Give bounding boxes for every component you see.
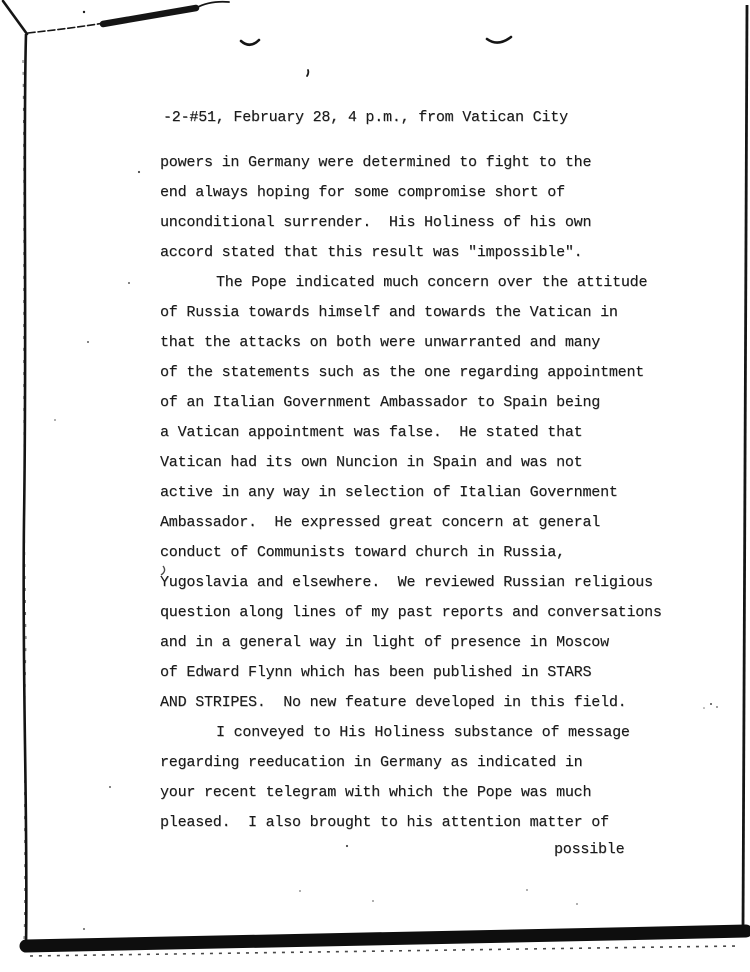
typewritten-line: active in any way in selection of Italian Government — [160, 484, 618, 501]
typewritten-line: of Edward Flynn which has been published in STARS — [160, 664, 592, 681]
typewritten-line: regarding reeducation in Germany as indicated in — [160, 754, 583, 771]
typewritten-line: of Russia towards himself and towards the Vatican in — [160, 304, 618, 321]
page-edge-left-rough — [23, 60, 26, 940]
typewritten-line: that the attacks on both were unwarranted and many — [160, 334, 601, 351]
page-edge-right — [743, 5, 747, 930]
typewritten-line: The Pope indicated much concern over the attitude — [216, 274, 648, 291]
document-body — [160, 148, 680, 838]
punch-curve-mark-2 — [487, 37, 511, 43]
typewritten-line: AND STRIPES. No new feature developed in this field. — [160, 694, 627, 711]
punch-curve-mark-1 — [241, 40, 259, 45]
typewritten-line: your recent telegram with which the Pope was much — [160, 784, 592, 801]
typewritten-line: of an Italian Government Ambassador to Spain being — [160, 394, 601, 411]
typewritten-line: question along lines of my past reports and conversations — [160, 604, 662, 621]
typewritten-line: unconditional surrender. His Holiness of his own — [160, 214, 592, 231]
typewritten-line: powers in Germany were determined to fight to the — [160, 154, 592, 171]
typewritten-line: Yugoslavia and elsewhere. We reviewed Russian religious — [160, 574, 653, 591]
catchword: possible — [554, 841, 625, 858]
typewritten-line: accord stated that this result was "impossible". — [160, 244, 583, 261]
typewritten-line: of the statements such as the one regarding appointment — [160, 364, 645, 381]
typewritten-line: Vatican had its own Nuncion in Spain and was not — [160, 454, 583, 471]
page-header-line: -2-#51, February 28, 4 p.m., from Vatican City — [163, 109, 568, 126]
typewritten-line: and in a general way in light of presence in Moscow — [160, 634, 609, 651]
typewritten-line: a Vatican appointment was false. He stated that — [160, 424, 583, 441]
page-bottom-bar — [26, 931, 746, 946]
typewritten-line: end always hoping for some compromise short of — [160, 184, 565, 201]
stray-mark — [307, 70, 308, 76]
page-edge-left — [24, 34, 27, 945]
typewritten-line: conduct of Communists toward church in Russia, — [160, 544, 565, 561]
typewritten-line: Ambassador. He expressed great concern at general — [160, 514, 601, 531]
page-bottom-bar-rough — [30, 946, 740, 956]
typewritten-line: I conveyed to His Holiness substance of message — [216, 724, 630, 741]
corner-fold-mark — [3, 1, 229, 34]
typewritten-line: pleased. I also brought to his attention matter of — [160, 814, 609, 831]
